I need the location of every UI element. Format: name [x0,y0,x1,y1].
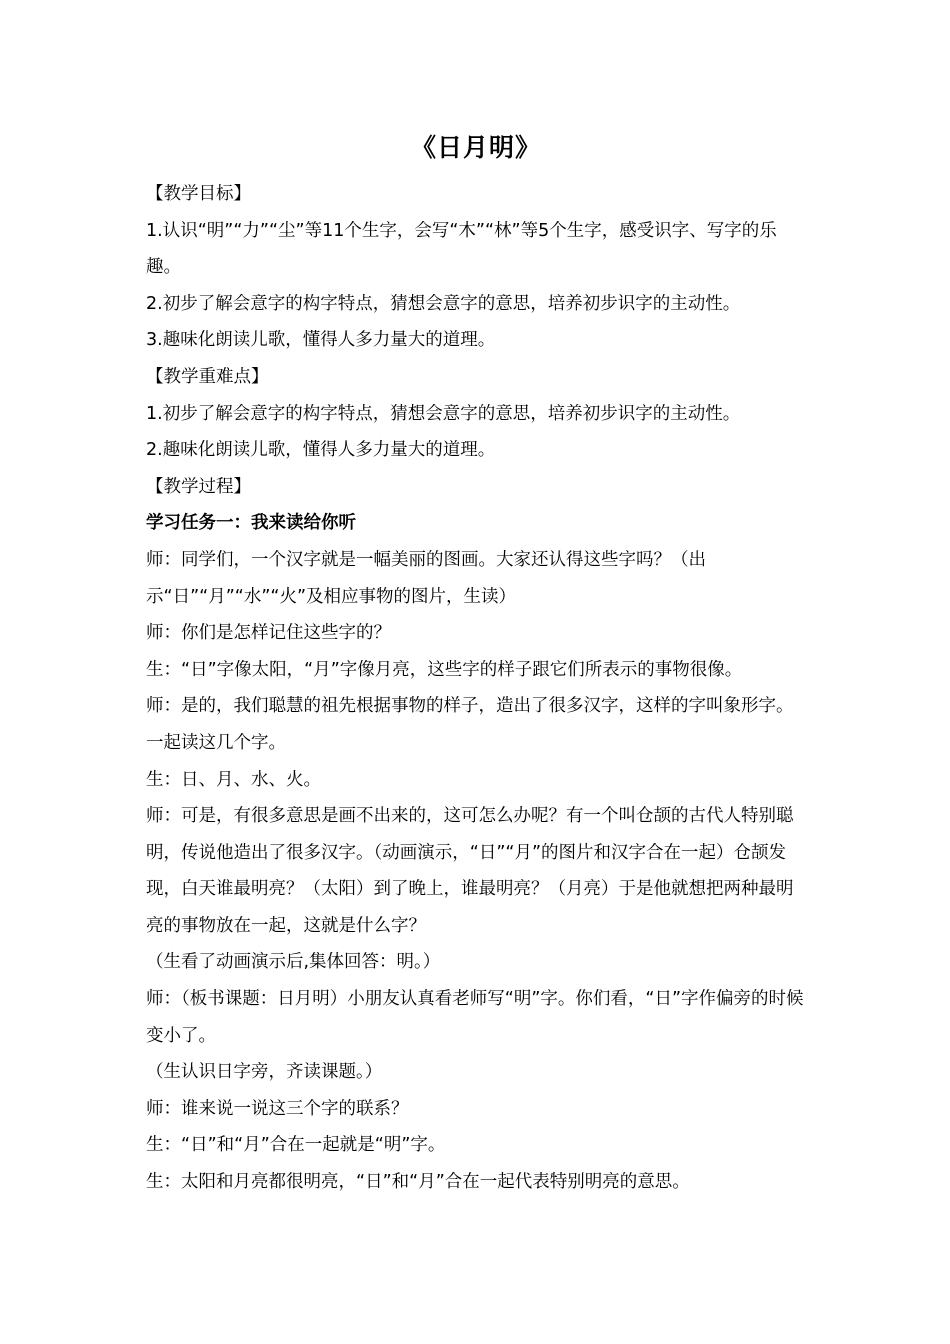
objective-item: 3.趣味化朗读儿歌，懂得人多力量大的道理。 [146,330,496,351]
dialogue-paragraph: 师：你们是怎样记住这些字的？ [146,623,391,644]
dialogue-paragraph: 生：“日”字像太阳，“月”字像月亮，这些字的样子跟它们所表示的事物很像。 [146,659,743,680]
key-points-heading: 【教学重难点】 [146,366,269,387]
dialogue-paragraph: 师：同学们，一个汉字就是一幅美丽的图画。大家还认得这些字吗？（出示“日”“月”“水”“火”及相应事物的图片，生读） [146,549,706,607]
document-title: 《日月明》 [410,133,541,162]
objectives-heading: 【教学目标】 [146,184,251,204]
dialogue-paragraph: 生：日、月、水、火。 [146,769,321,790]
objective-item: 2.初步了解会意字的构字特点，猜想会意字的意思，培养初步识字的主动性。 [146,293,741,314]
key-point-item: 1.初步了解会意字的构字特点，猜想会意字的意思，培养初步识字的主动性。 [146,403,741,424]
dialogue-paragraph: 师：是的，我们聪慧的祖先根据事物的样子，造出了很多汉字，这样的字叫象形字。一起读这几个字。 [146,696,794,753]
process-heading: 【教学过程】 [146,476,251,497]
task1-heading: 学习任务一：我来读给你听 [146,513,356,534]
dialogue-paragraph: 师：（板书课题：日月明）小朋友认真看老师写“明”字。你们看，“日”字作偏旁的时候变小了。 [146,989,804,1046]
dialogue-paragraph: 师：可是，有很多意思是画不出来的，这可怎么办呢？有一个叫仓颉的古代人特别聪明，传说他造出了很多汉字。（动画演示，“日”“月”的图片和汉字合在一起）仓颉发现，白天谁最明亮？（太阳）到了晚上，谁最明亮？（月亮）于是他就想把两种最明亮的事物放在一起，这就是什么字？ [146,806,794,936]
dialogue-paragraph: 生：“日”和“月”合在一起就是“明”字。 [146,1135,446,1156]
dialogue-paragraph: 师：谁来说一说这三个字的联系？ [146,1098,409,1119]
dialogue-paragraph: （生认识日字旁，齐读课题。） [146,1062,383,1083]
dialogue-paragraph: （生看了动画演示后,集体回答：明。） [146,952,441,973]
key-point-item: 2.趣味化朗读儿歌，懂得人多力量大的道理。 [146,440,496,461]
objective-item: 1.认识“明”“力”“尘”等11个生字，会写“木”“林”等5个生字，感受识字、写字的乐趣。 [146,220,777,278]
document-page [146,128,806,1201]
dialogue-paragraph: 生：太阳和月亮都很明亮，“日”和“月”合在一起代表特别明亮的意思。 [146,1172,690,1193]
